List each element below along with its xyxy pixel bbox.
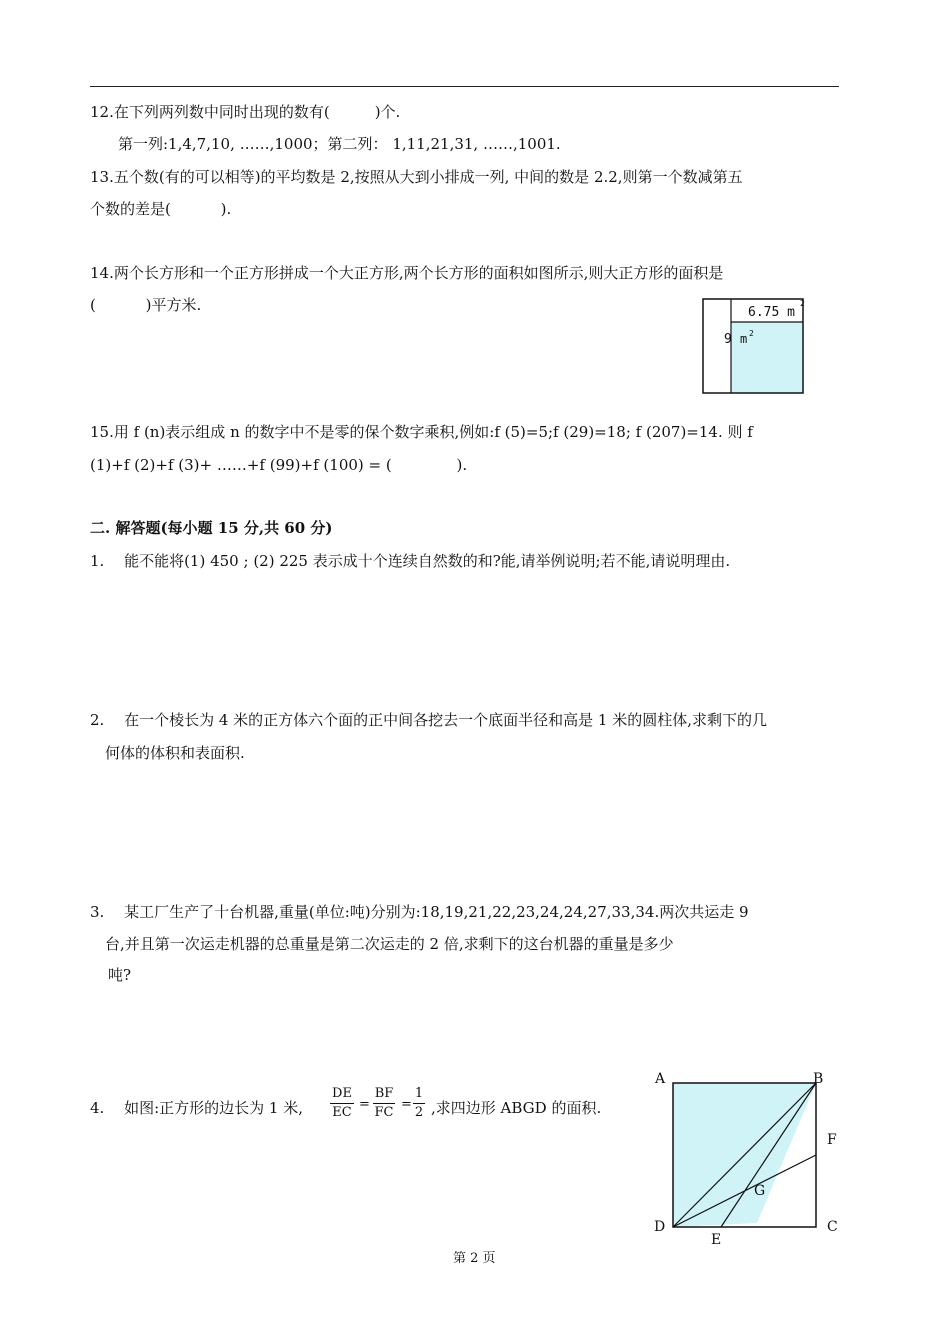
page-number: 第 2 页 — [453, 1251, 496, 1266]
p3-line3: 吨? — [108, 966, 132, 984]
p4-equals-2: = — [401, 1097, 412, 1112]
p1-line1: 1. 能不能将(1) 450 ; (2) 225 表示成十个连续自然数的和?能,请举例说明;若不能,请说明理由. — [90, 552, 731, 570]
p4-fraction-one-half — [413, 1086, 425, 1121]
section2-heading: 二. 解答题(每小题 15 分,共 60 分) — [90, 519, 333, 537]
q12-line2: 第一列:1,4,7,10, ……,1000；第二列： 1,11,21,31, ……,1001. — [118, 135, 561, 153]
q13-line1: 13.五个数(有的可以相等)的平均数是 2,按照从大到小排成一列, 中间的数是 2.2,则第一个数减第五 — [90, 168, 743, 186]
q14-label-left-sup: 2 — [749, 329, 754, 338]
p4-frac1-den: EC — [332, 1105, 352, 1120]
p4-frac1-num: DE — [330, 1086, 354, 1104]
p4-suffix: ,求四边形 ABGD 的面积. — [431, 1099, 602, 1117]
q13-line2: 个数的差是( ). — [90, 200, 232, 218]
q14-figure — [700, 296, 810, 396]
p4-label-e: E — [711, 1232, 722, 1248]
q14-label-top-sup: 2 — [800, 299, 805, 308]
p4-equals-1: = — [359, 1097, 370, 1112]
q14-line2: ( )平方米. — [90, 296, 202, 314]
p2-line1: 2. 在一个棱长为 4 米的正方体六个面的正中间各挖去一个底面半径和高是 1 米的圆柱体,求剩下的几 — [90, 711, 768, 729]
p4-prefix: 4. 如图:正方形的边长为 1 米, — [90, 1099, 303, 1117]
header-rule — [90, 86, 839, 87]
p4-label-c: C — [827, 1219, 838, 1235]
p2-line2: 何体的体积和表面积. — [105, 744, 245, 762]
p4-frac3-den: 2 — [414, 1105, 424, 1120]
p4-label-f: F — [827, 1132, 837, 1148]
p4-label-a: A — [655, 1071, 666, 1087]
p4-label-g: G — [754, 1183, 766, 1199]
q14-line1: 14.两个长方形和一个正方形拼成一个大正方形,两个长方形的面积如图所示,则大正方形的面积是 — [90, 264, 724, 282]
p4-label-d: D — [654, 1219, 666, 1235]
q15-line1: 15.用 f (n)表示组成 n 的数字中不是零的保个数字乘积,例如:f (5)=5;f (29)=18; f (207)=14. 则 f — [90, 423, 753, 441]
p4-frac3-num: 1 — [413, 1086, 425, 1104]
p4-fraction-bf-fc — [373, 1086, 395, 1121]
q14-label-top: 6.75 m — [748, 305, 795, 320]
p3-line2: 台,并且第一次运走机器的总重量是第二次运走的 2 倍,求剩下的这台机器的重量是多少 — [105, 935, 674, 953]
p4-fraction-de-ec — [330, 1086, 354, 1121]
p3-line1: 3. 某工厂生产了十台机器,重量(单位:吨)分别为:18,19,21,22,23,24,24,27,33,34.两次共运走 9 — [90, 903, 749, 921]
p4-label-b: B — [813, 1071, 824, 1087]
q12-line1: 12.在下列两列数中同时出现的数有( )个. — [90, 103, 401, 121]
p4-figure — [645, 1065, 845, 1250]
p4-frac2-den: FC — [374, 1105, 394, 1120]
p4-frac2-num: BF — [373, 1086, 395, 1104]
q15-line2: (1)+f (2)+f (3)+ ……+f (99)+f (100) = ( ). — [90, 456, 468, 474]
q14-label-left-num: 9 — [724, 332, 732, 347]
q14-label-left-unit: m — [740, 332, 748, 346]
